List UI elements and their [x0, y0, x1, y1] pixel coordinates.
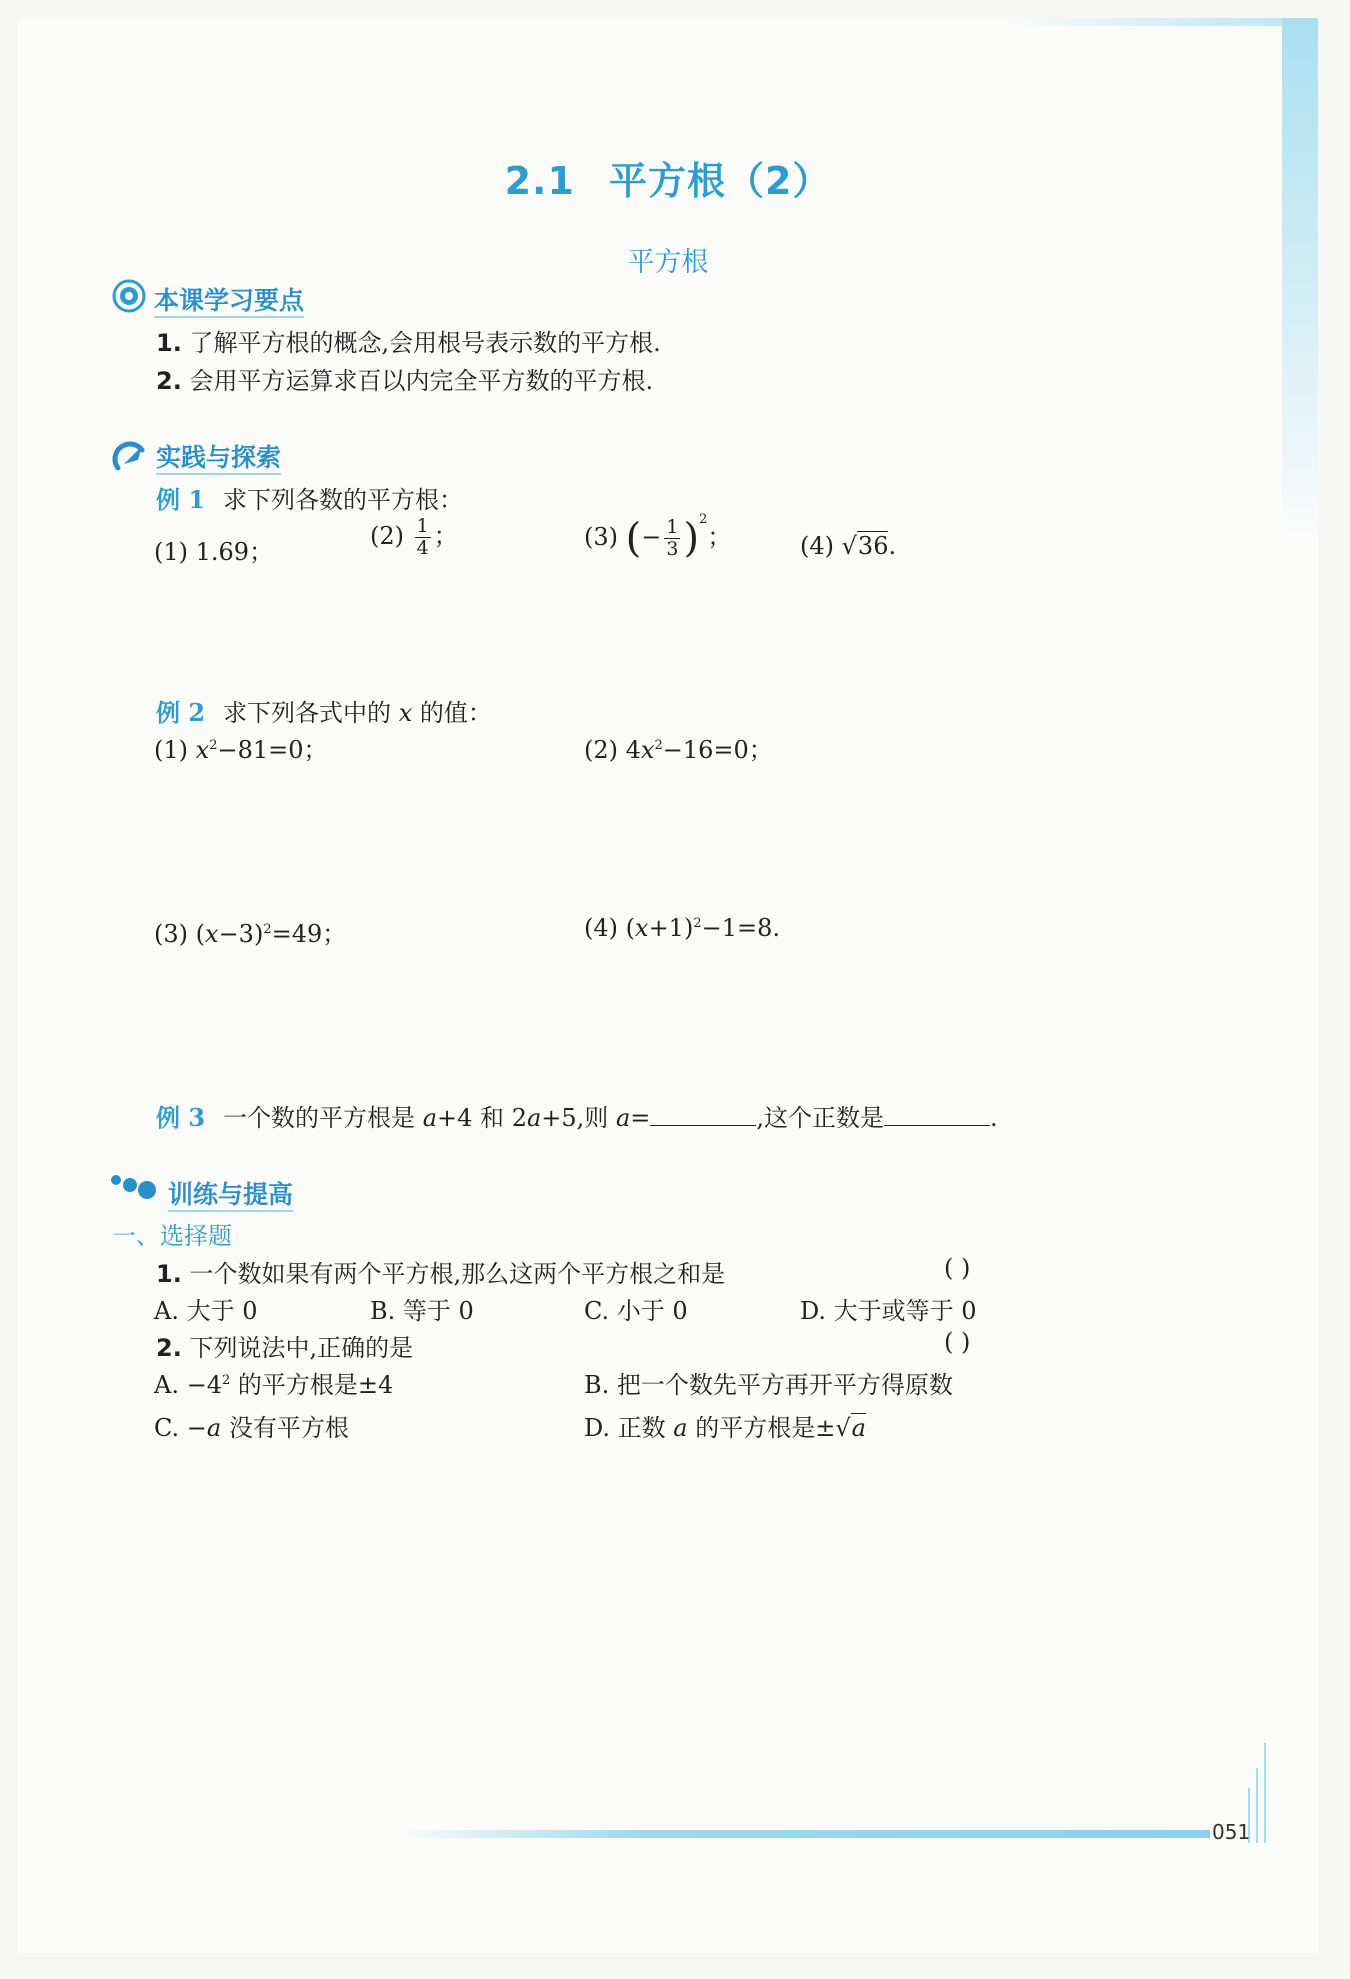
- q2-option-c[interactable]: C. −a 没有平方根: [154, 1414, 349, 1442]
- footer-lines-decoration: [1248, 1743, 1278, 1843]
- answer-blank-a[interactable]: [650, 1105, 756, 1126]
- key-point-1: 1. 了解平方根的概念,会用根号表示数的平方根.: [156, 329, 661, 357]
- answer-blank-number[interactable]: [884, 1105, 990, 1126]
- choice-section-heading: 一、选择题: [112, 1222, 232, 1250]
- example-1-part-4: (4) √36.: [800, 532, 897, 560]
- q1-option-c[interactable]: C. 小于 0: [584, 1297, 688, 1325]
- question-1: 1. 一个数如果有两个平方根,那么这两个平方根之和是: [156, 1260, 726, 1288]
- textbook-page: [18, 18, 1318, 1953]
- section-number: 2.1: [504, 159, 575, 203]
- q1-option-d[interactable]: D. 大于或等于 0: [800, 1297, 977, 1325]
- example-1-part-2: (2) $\frac{1}{4}$ ；: [370, 515, 458, 559]
- q2-option-d[interactable]: D. 正数 a 的平方根是±√a: [584, 1414, 866, 1442]
- example-2-part-3: (3) $(x-3)^2=49$；: [154, 920, 347, 948]
- example-3: 例 3 一个数的平方根是 a+4 和 2a+5,则 a= ,这个正数是 .: [156, 1103, 998, 1132]
- q1-option-a[interactable]: A. 大于 0: [154, 1297, 258, 1325]
- key-point-2: 2. 会用平方运算求百以内完全平方数的平方根.: [156, 367, 654, 395]
- practice-heading: 实践与探索: [156, 438, 281, 474]
- fraction-one-third: $\frac{1}{3}$: [666, 516, 679, 560]
- page-title: [18, 150, 1318, 205]
- rocket-icon: [112, 438, 150, 474]
- dots-icon: [110, 1172, 160, 1202]
- target-icon: [112, 279, 146, 313]
- section-title: 平方根（2）: [608, 159, 832, 203]
- example-2-part-4: (4) $(x+1)^2-1=8$.: [584, 914, 780, 942]
- page-number: 051: [1212, 1820, 1251, 1844]
- question-2-answer-box[interactable]: ( ): [944, 1328, 971, 1356]
- page-subtitle: 平方根: [627, 247, 709, 278]
- example-1-part-3: (3) (− $\frac{1}{3}$ )$^2$；: [584, 512, 732, 562]
- key-points-heading: 本课学习要点: [154, 281, 304, 317]
- footer-bar: [398, 1830, 1210, 1838]
- example-1-part-1: (1) 1.69；: [154, 538, 274, 566]
- fraction-one-quarter: $\frac{1}{4}$: [416, 515, 429, 559]
- page-top-decoration: [1002, 18, 1282, 26]
- example-1-prompt: 例 1 求下列各数的平方根：: [156, 485, 464, 514]
- example-2-prompt: 例 2 求下列各式中的 x 的值：: [156, 698, 492, 727]
- question-1-answer-box[interactable]: ( ): [944, 1254, 971, 1282]
- training-heading: 训练与提高: [168, 1175, 293, 1211]
- example-2-part-2: (2) $4x^2-16=0$；: [584, 736, 773, 764]
- q1-option-b[interactable]: B. 等于 0: [370, 1297, 474, 1325]
- example-2-part-1: (1) $x^2-81=0$；: [154, 736, 328, 764]
- question-2: 2. 下列说法中,正确的是: [156, 1334, 414, 1362]
- q2-option-a[interactable]: A. $-4^2$ 的平方根是±4: [154, 1371, 394, 1399]
- q2-option-b[interactable]: B. 把一个数先平方再开平方得原数: [584, 1371, 953, 1399]
